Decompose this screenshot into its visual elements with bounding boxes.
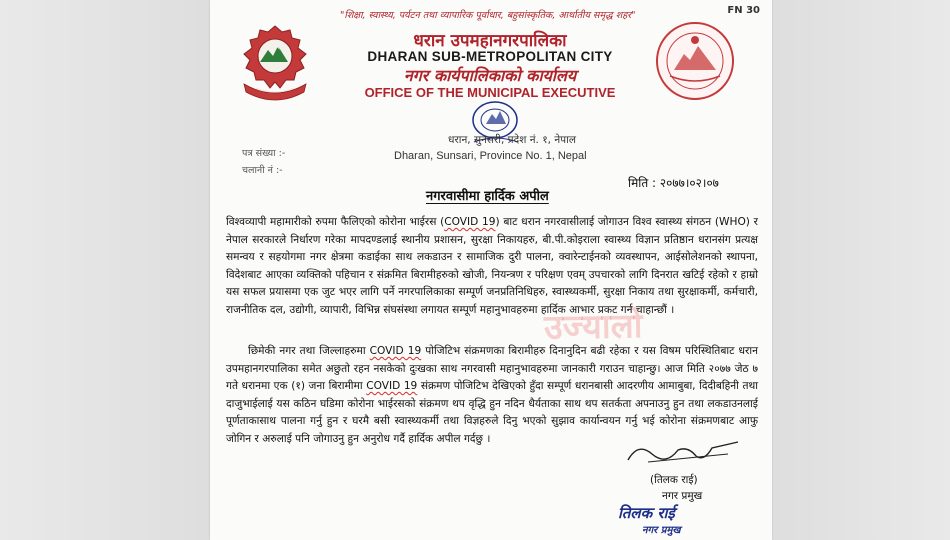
letter-title: नगरवासीमा हार्दिक अपील [426,189,549,204]
covid-term: COVID 19 [444,216,496,228]
dispatch-number-label: चलानी नं :- [242,165,283,176]
office-name-nepali: धरान उपमहानगरपालिका [413,31,567,51]
executive-office-english: OFFICE OF THE MUNICIPAL EXECUTIVE [364,85,616,100]
address-english: Dharan, Sunsari, Province No. 1, Nepal [394,150,587,162]
letter-number-label: पत्र संख्या :- [242,148,286,159]
covid-term: COVID 19 [366,380,418,393]
signature-stamp-role: नगर प्रमुख [642,525,681,536]
paragraph-text: ) बाट धरान नगरवासीलाई जोगाउन विश्व स्वास्थ्य संगठन (WHO) र नेपाल सरकारले निर्धारण गरेका मापदण्डलाई स्थानीय प्रशासन, सुरक्षा निकायहरु, बी.पी.कोइराला स्वास्थ्य विज्ञान प्रतिष्ठान धरानसंग प्रत्यक्ष समन्वय र सहयोगमा नगर क्षेत्रमा कडाईका साथ लकडाउन र सामाजिक दुरी पालना, क्वारेन्टाईनको व्यवस्थापन, आईसोलेशनको स्थापना, विदेशबाट आएका व्यक्तिको पहिचान र संक्रमित बिरामीहरुको खोजी, नियन्त्रण र परिक्षण एवम् उपचारको लागि दिनरात खटिई रहेको र हाम्रो यस सफल प्रयासमा एक जुट भएर लागि पर्ने नगरपालिकाका सम्पूर्ण जनप्रतिनिधिहरु, स्वास्थ्यकर्मी, सुरक्षा निकाय तथा सुरक्षाकर्मी, कर्मचारी, राजनीतिक दल, उद्योगी, व्यापारी, विभिन्न संघसंस्था लगायत सम्पूर्ण महानुभावहरुमा हार्दिक आभार प्रकट गर्न चाहान्छौं । [226,216,758,316]
signature-stamp-name: तिलक राई [618,504,675,522]
municipal-seal-icon [654,20,736,102]
paragraph-text: छिमेकी नगर तथा जिल्लाहरुमा [248,345,370,357]
paragraph-text: पोजिटिभ संक्रमणका बिरामीहरु दिनानुदिन बढी रहेका र यस विषम परिस्थितिबाट धरान उपमहानगरपालिका समेत अछुतो रहन नसकेको दुःखका साथ नगरवासी महानुभावहरुमा जानकारी गराउन चाहान्छु। आज मिति २०७७ जेठ ७ गते धरानमा एक (१) जना बिरामीमा [226,345,758,393]
address-nepali: धरान, सुनसरी, प्रदेश नं. १, नेपाल [448,134,576,146]
nepal-emblem-icon [236,22,314,107]
covid-term: COVID 19 [369,345,422,357]
form-code: FN 30 [727,5,760,16]
office-name-english: DHARAN SUB-METROPOLITAN CITY [367,49,613,64]
signatory-role: नगर प्रमुख [662,490,703,502]
paragraph-gratitude [226,214,758,320]
letter-page [210,0,772,540]
watermark: उज्यालो [543,306,643,348]
handwritten-signature-icon [608,432,758,472]
paragraph-text: विश्वव्यापी महामारीको रुपमा फैलिएको कोरोना भाईरस ( [226,216,445,228]
paragraph-text: संक्रमण पोजिटिभ देखिएको हुँदा सम्पूर्ण धरानबासी आदरणीय आमाबुबा, दिदीबहिनी तथा दाजुभाईलाई यस कठिन घडिमा कोरोना भाईरसको संक्रमण थप वृद्धि हुन नदिन धैर्यताका साथ थप सतर्कता अपनाउनु हुन तथा लकडाउनलाई पूर्णताकासाथ पालना गर्नु हुन र घरमै बसी स्वास्थ्यकर्मी तथा विज्ञहरुले दिनु भएको सुझाव कार्यान्वयन गर्नु भई कोरोना संक्रमणबाट आफु जोगिन र अरुलाई पनि जोगाउनु हुन अनुरोध गर्दै हार्दिक अपील गर्दछु । [226,380,759,445]
left-margin [0,0,210,540]
right-margin [772,0,950,540]
signatory-name: (तिलक राई) [650,474,698,486]
executive-office-nepali: नगर कार्यपालिकाको कार्यालय [403,66,577,85]
municipal-motto: "शिक्षा, स्वास्थ्य, पर्यटन तथा व्यापारिक पूर्वाधार, बहुसांस्कृतिक, आर्थातीय समृद्ध शहर" [340,10,636,21]
letter-date: मिति : २०७७।०२।०७ [628,176,719,190]
